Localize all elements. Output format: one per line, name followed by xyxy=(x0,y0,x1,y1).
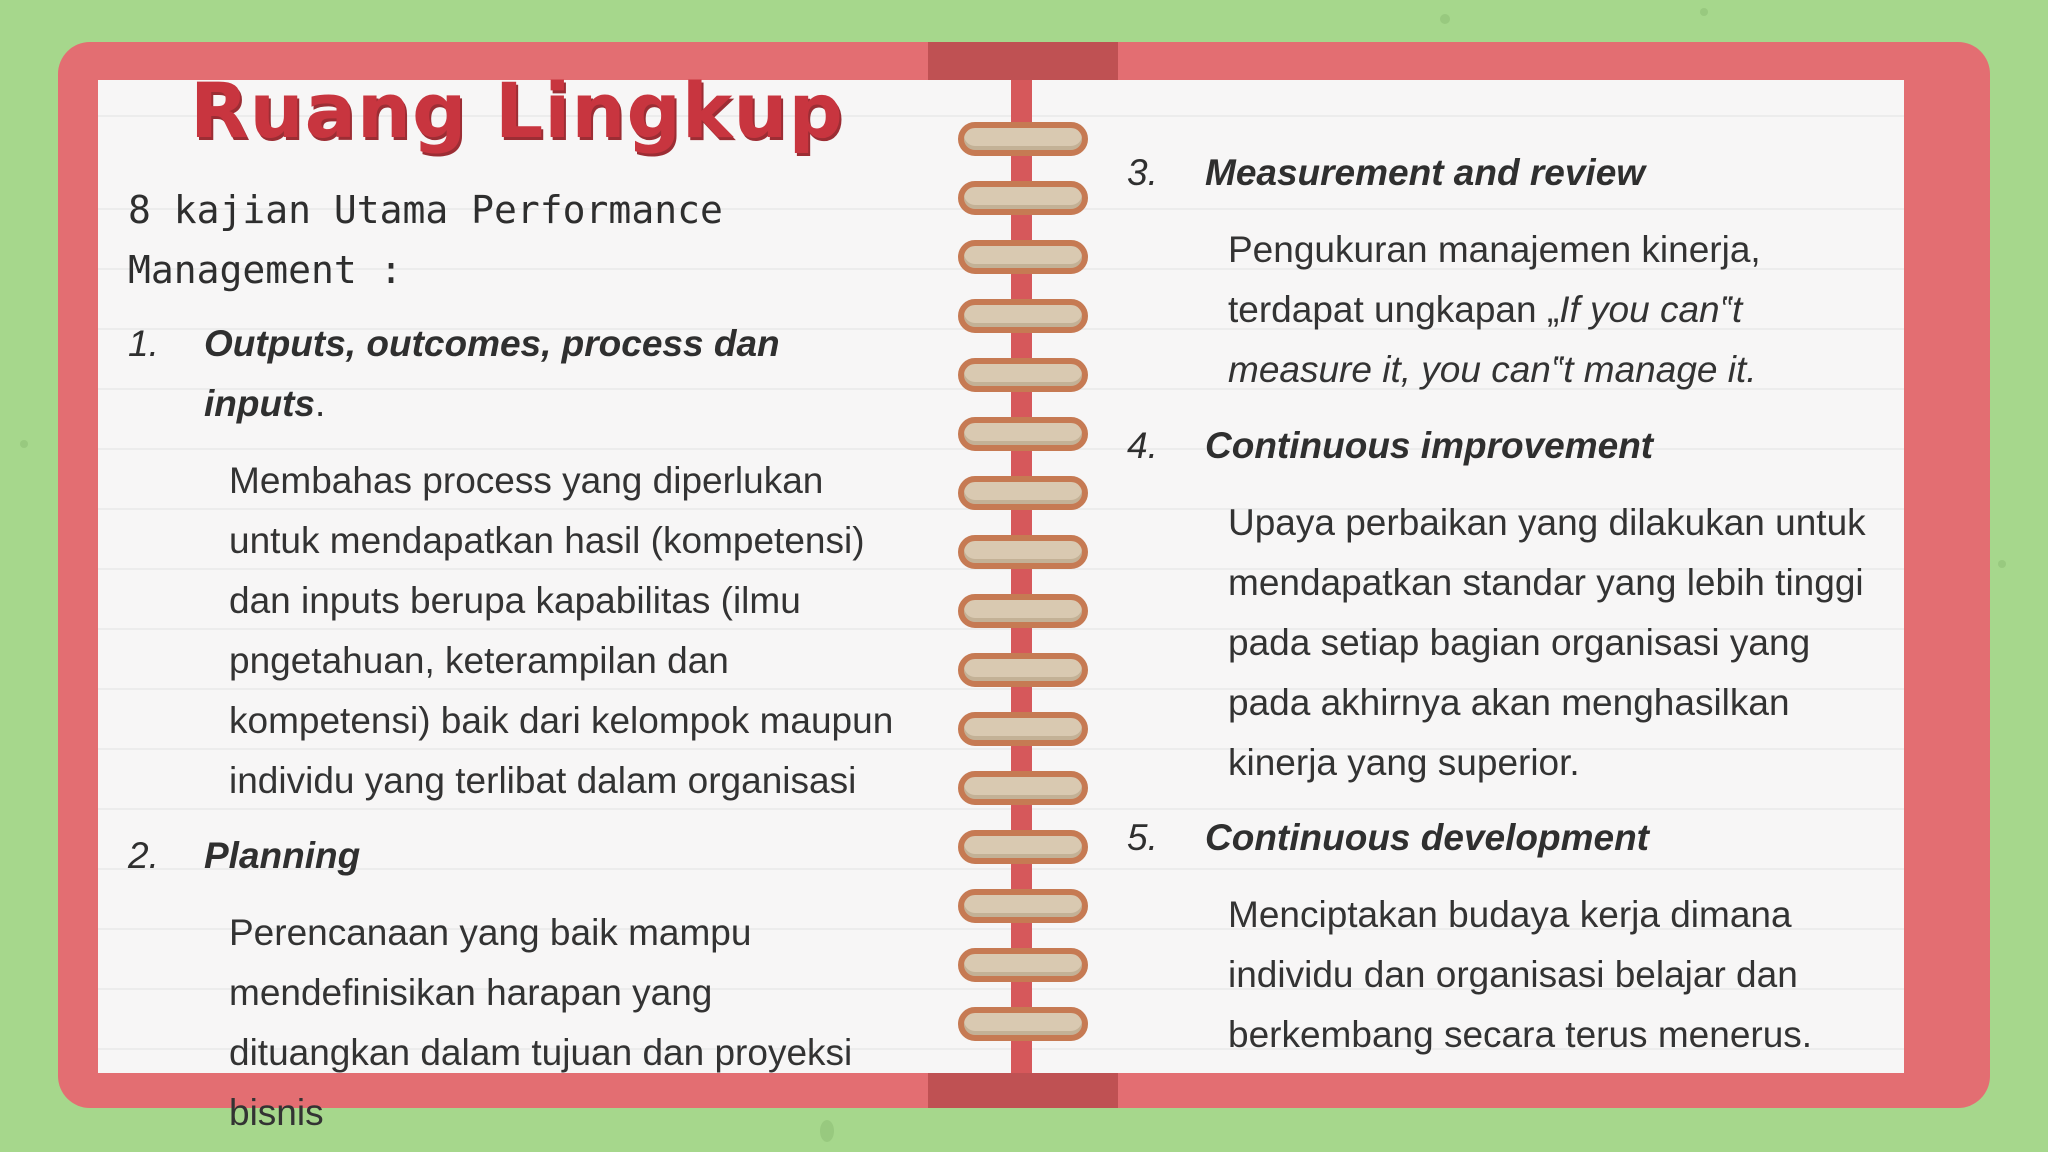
subtitle-line: 8 kajian Utama Performance xyxy=(128,188,723,232)
description-line: pada setiap bagian organisasi yang xyxy=(1228,622,1811,663)
item-heading xyxy=(1205,808,1649,868)
description-segment: terdapat ungkapan „ xyxy=(1228,289,1560,330)
item-number: 1. xyxy=(128,323,159,364)
subtitle-line: Management : xyxy=(128,248,403,292)
description-segment-italic: If you can‟t xyxy=(1559,289,1743,330)
binding-ring xyxy=(958,122,1088,156)
binding-ring xyxy=(958,358,1088,392)
description-line: untuk mendapatkan hasil (kompetensi) xyxy=(229,520,865,561)
description-line: Membahas process yang diperlukan xyxy=(229,460,824,501)
item-heading-line: Continuous improvement xyxy=(1205,425,1654,466)
item-heading-line: Continuous development xyxy=(1205,817,1649,858)
description-line: individu dan organisasi belajar dan xyxy=(1228,954,1798,995)
item-heading-line: Outputs, outcomes, process dan xyxy=(204,323,780,364)
description-line: individu yang terlibat dalam organisasi xyxy=(229,760,857,801)
description-line: Menciptakan budaya kerja dimana xyxy=(1228,894,1792,935)
description-line: mendapatkan standar yang lebih tinggi xyxy=(1228,562,1864,603)
binding-ring xyxy=(958,712,1088,746)
item-description xyxy=(229,451,893,811)
item-heading-line: Measurement and review xyxy=(1205,152,1646,193)
description-line: Perencanaan yang baik mampu xyxy=(229,912,752,953)
description-line xyxy=(1228,220,1761,280)
description-segment-italic: measure it, you can‟t manage it. xyxy=(1228,349,1757,390)
binding-ring xyxy=(958,653,1088,687)
description-line: dan inputs berupa kapabilitas (ilmu xyxy=(229,580,801,621)
binding-ring xyxy=(958,830,1088,864)
item-number: 5. xyxy=(1127,817,1158,858)
item-heading xyxy=(204,826,360,886)
binding-ring xyxy=(958,535,1088,569)
description-segment: Pengukuran manajemen kinerja, xyxy=(1228,229,1761,270)
item-heading xyxy=(1205,143,1645,203)
item-number: 2. xyxy=(128,835,159,876)
description-line: Upaya perbaikan yang dilakukan untuk xyxy=(1228,502,1866,543)
item-number: 3. xyxy=(1127,152,1158,193)
item-description xyxy=(1228,220,1761,400)
description-line: berkembang secara terus menerus. xyxy=(1228,1014,1813,1055)
description-line xyxy=(1228,280,1761,340)
description-line: bisnis xyxy=(229,1092,324,1133)
binding-ring xyxy=(958,181,1088,215)
item-heading-suffix: . xyxy=(314,383,326,424)
binding-ring xyxy=(958,240,1088,274)
item-heading xyxy=(204,314,780,434)
background-speck xyxy=(20,440,28,448)
description-line: kinerja yang superior. xyxy=(1228,742,1580,783)
binding-ring xyxy=(958,476,1088,510)
description-line: pada akhirnya akan menghasilkan xyxy=(1228,682,1790,723)
binding-ring xyxy=(958,417,1088,451)
item-description xyxy=(1228,885,1812,1065)
description-line: kompetensi) baik dari kelompok maupun xyxy=(229,700,894,741)
binding-ring xyxy=(958,1007,1088,1041)
item-heading xyxy=(1205,416,1653,476)
item-description xyxy=(1228,493,1866,793)
binding-ring xyxy=(958,948,1088,982)
item-heading-line: Planning xyxy=(204,835,361,876)
description-line: dituangkan dalam tujuan dan proyeksi xyxy=(229,1032,853,1073)
background-speck xyxy=(1998,560,2006,568)
binding-ring xyxy=(958,889,1088,923)
item-description xyxy=(229,903,852,1143)
notebook-spine xyxy=(1011,80,1032,1073)
binding-ring xyxy=(958,594,1088,628)
description-line: pngetahuan, keterampilan dan xyxy=(229,640,729,681)
background-speck xyxy=(1700,8,1708,16)
description-line xyxy=(1228,340,1761,400)
subtitle xyxy=(128,180,828,300)
item-number: 4. xyxy=(1127,425,1158,466)
background-speck xyxy=(1440,14,1450,24)
binding-ring xyxy=(958,299,1088,333)
page-title: Ruang Lingkup xyxy=(190,66,844,155)
binding-ring xyxy=(958,771,1088,805)
item-heading-line: inputs xyxy=(204,383,315,424)
description-line: mendefinisikan harapan yang xyxy=(229,972,713,1013)
